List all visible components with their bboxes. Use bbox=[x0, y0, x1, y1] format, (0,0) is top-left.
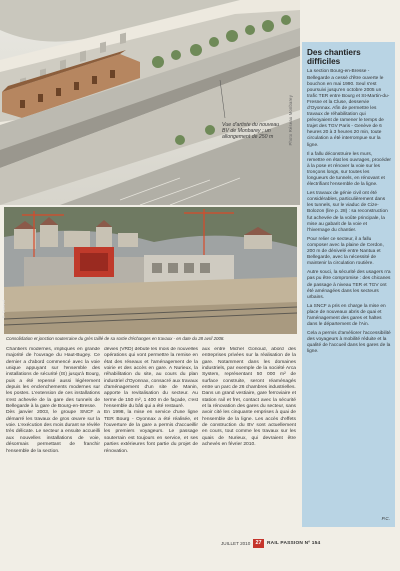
footer-date: JUILLET 2010 bbox=[221, 541, 251, 546]
sidebar-title: Des chantiers difficiles bbox=[307, 48, 361, 67]
article-column-1: Chantiers modernes, impliqués en grande majorité de l'ouvrage du Haut-Bugey. Ce dernier a d'abord commencé avec la voie unique appuyant sur l'ensemble des installations de sécurité (IS) jusqu'à Bourg, puis a été repensé aussi légèrement depuis les enclenchements modernes sur les postes. L'extension de ces installations s'est achevée de la gare des tunnels de Bellegarde à la gare de Bourg-en-Bresse. Dès janvier 2003, le groupe SNCF a démarré les travaux de gros œuvre sur la voie. L'exécution des mois durant se révèle très délicate. Le secteur a ensuite accueilli aux nouvelles installations de voie, désormais permettant de franchir l'ensemble de la section. bbox=[6, 347, 100, 454]
page-number: 27 bbox=[253, 539, 264, 548]
page-footer bbox=[0, 536, 400, 571]
sidebar-box bbox=[302, 42, 395, 527]
article-column-3: aux entre Michel Gonoud, abord des entreprises privées sur la réalisation de la gare. Notamment dans les domaines industriels, par exemple de la société Arca System, représentant 50 000 m² de surface construite, seront réaménagés entre un parc de 26 chambres industrielles. Dans un grand vestiaire, gare ferroviaire et station rail et fret, contact avec la sécurité et la rénovation des gares du secteur, sans avoir cité les cinquante emprises à quai de l'ensemble de la ligne. Les accès d'effets de construction du BV sont actuellement en cours, tout comme les travaux sur les quais de Nurieux, qui devraient être achevés en février 2010. bbox=[202, 347, 296, 448]
sidebar-paragraph: La section Bourg-en-Bresse - Bellegarde a cessé d'être ouverte le bouchon en mai 1990. Seul s'est poursuivi jusqu'en octobre 2005 un trafic TER entre Bourg et St-Martin-du-Fresne et la Cluse, desservie d'Oyonnax. Afin de permettre les travaux de réhabilitation qui prévoyaient de ramener le temps de trajet des TGV Paris - Genève de 6 heures 20 à 3 heures 20 min, toute circulation a été interrompue sur la ligne. bbox=[307, 69, 390, 148]
sidebar-paragraph: Les travaux de génie civil ont été considérables, particulièrement dans les tunnels, sur le viaduc de Cize-Bolozon (lire p. 28) : sa reconstruction fut achevée de la voûte principale, la mise au gabarit de la voie et l'hivernage du chantier. bbox=[307, 191, 388, 233]
article-column-2: dévies (VRD) débute les mois de nouvelles opérations qui vont permettre la remise en état des réseaux et l'aménagement de la voirie et des accès en gare. A Nurieux, la réhabilitation du site, au cours du plan industriel d'Oyonnax, consacré aux travaux d'aménagement d'un site de Manin, apporte la revitalisation du secteur. Au terme de 150 m², 1 400 m de façade, c'est l'ensemble du bâti qui a été restauré. En 1998, la mise en service d'une ligne TER Bourg - Oyonnax a été réalisée, et l'ouverture de la gare a permis d'accueillir les premiers voyageurs. Le passage souterrain est toujours en service, et ses parties extérieures font partie du projet de rénovation. bbox=[104, 347, 198, 454]
sidebar-paragraph: Pour relier ce secteur, il a fallu composer avec la plaine de Cerdon, 200 m de dénivelé entre Nantua et Bellegarde, avec la nécessité de maintenir la circulation routière. bbox=[307, 236, 384, 267]
station-rendering bbox=[0, 0, 300, 205]
photo-caption: Consolidation et jonction souterraine du grès taillé de sa sortie d'échanges en travaux - en date du 28 avril 2008. bbox=[6, 336, 225, 341]
render-credit: Photo Réseau Monbarey bbox=[288, 95, 293, 146]
photo-credit: R. Durand bbox=[1, 300, 6, 319]
render-caption: Vue d'artiste du nouveau BV de Monbarey ; un allongement de 250 m bbox=[222, 122, 280, 141]
sidebar-paragraph: Autre souci, la sécurité des usagers n'a pas pu être compromise : des chicanes de passage à niveau TER et TGV ont été aménagées dans les secteurs urbains. bbox=[307, 270, 391, 300]
sidebar-paragraph: Il a fallu déconstruire les murs, remettre en état les ouvrages, procéder à la pose et rénover la voie sur les tronçons longs, sur toutes les longueurs de tunnels, en rénovant et électrifiant l'ensemble de la ligne. bbox=[307, 151, 391, 188]
construction-photo bbox=[4, 207, 297, 334]
magazine-name: RAIL PASSION Nº 154 bbox=[267, 541, 321, 546]
sidebar-paragraph: La SNCF a pris en charge la mise en place de nouveaux abris de quai et l'aménagement des gares et haltes dans le département de l'Ain. bbox=[307, 303, 386, 328]
sidebar-paragraph: Cela a permis d'améliorer l'accessibilité des voyageurs à mobilité réduite et la qualité de l'accueil dans les gares de la ligne. bbox=[307, 331, 391, 355]
sidebar-signature: P.C. bbox=[381, 516, 390, 521]
